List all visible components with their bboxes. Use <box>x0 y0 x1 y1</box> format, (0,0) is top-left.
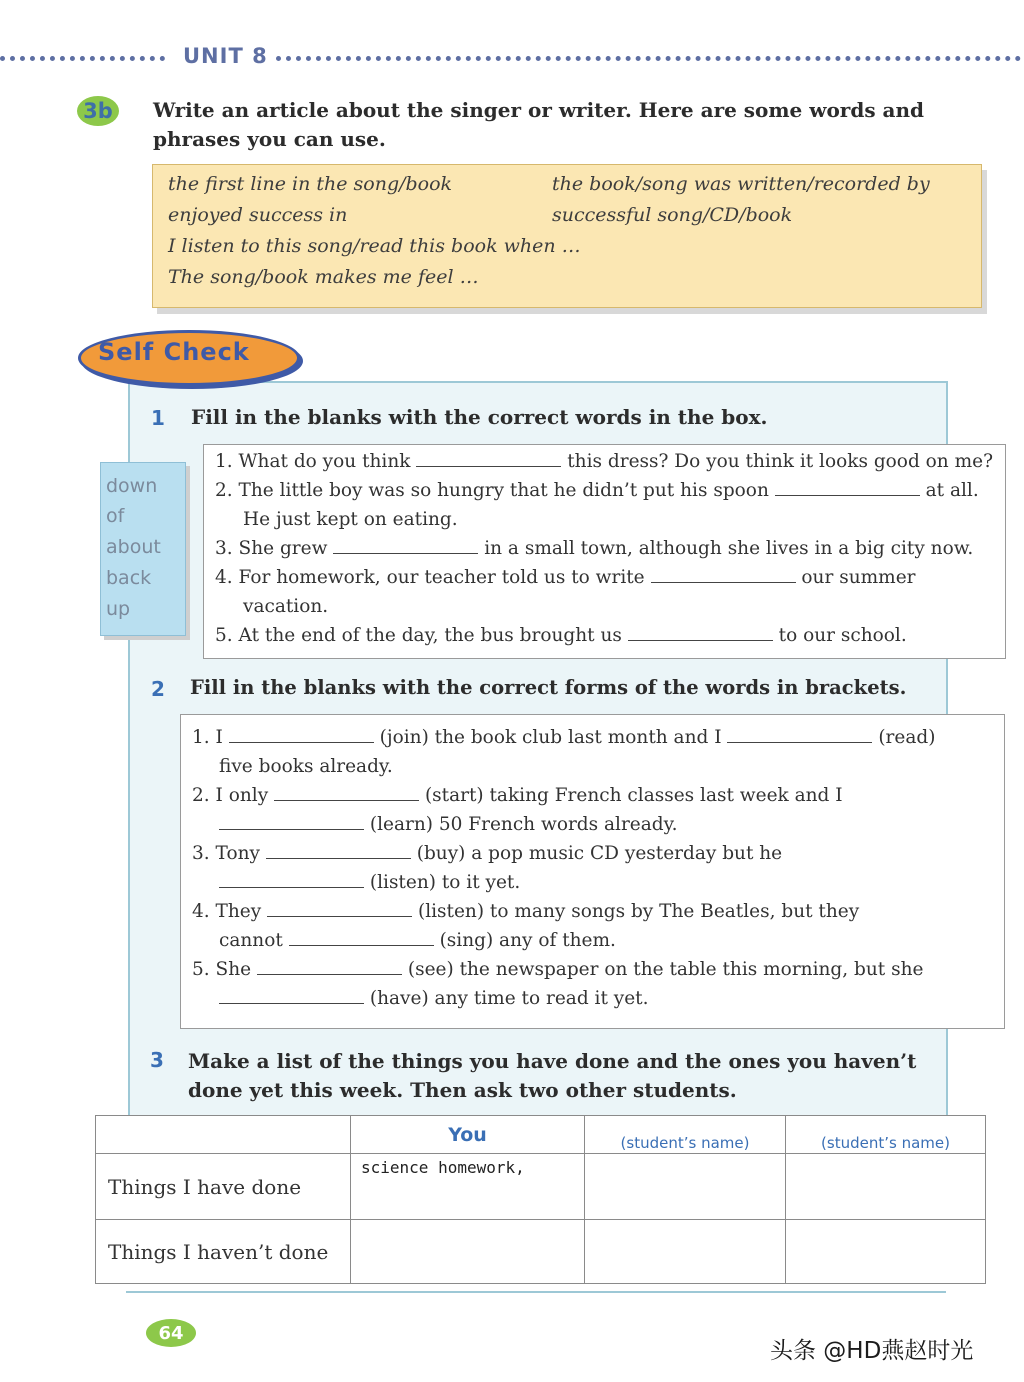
item-text: (listen) to many songs by The Beatles, but they <box>417 901 860 922</box>
item-text: our summer <box>801 567 916 588</box>
answer-blank[interactable] <box>775 494 920 496</box>
table-row <box>96 1154 986 1220</box>
student-name-label: (student’s name) <box>821 1134 950 1152</box>
item-number: 3. <box>215 538 233 559</box>
table-cell[interactable] <box>786 1154 986 1220</box>
exercise-1-item-3 <box>215 538 973 559</box>
item-text: He just kept on eating. <box>243 509 458 530</box>
exercise-2-item-5 <box>192 959 923 980</box>
item-text: (see) the newspaper on the table this morning, but she <box>407 959 924 980</box>
unit-heading: UNIT 8 <box>183 44 268 68</box>
phrase: I listen to this song/read this book when … <box>168 235 581 257</box>
item-text: I only <box>215 785 269 806</box>
item-text: at all. <box>925 480 979 501</box>
section-3-title <box>188 1047 916 1105</box>
answer-blank[interactable] <box>274 799 419 801</box>
phrase: the first line in the song/book <box>168 173 453 195</box>
item-text: The little boy was so hungry that he didn’t put his spoon <box>238 480 769 501</box>
answer-blank[interactable] <box>229 741 374 743</box>
item-text: in a small town, although she lives in a big city now. <box>484 538 974 559</box>
exercise-2-item-3-cont <box>219 872 520 893</box>
row-label-done: Things I have done <box>96 1154 351 1220</box>
answer-blank[interactable] <box>257 973 402 975</box>
exercise-1-item-1 <box>215 451 993 472</box>
item-text: She grew <box>238 538 328 559</box>
item-number: 4. <box>215 567 233 588</box>
item-text: (start) taking French classes last week and I <box>424 785 843 806</box>
student-name-label: (student’s name) <box>620 1134 750 1152</box>
table-row <box>96 1220 986 1284</box>
exercise-2-item-5-cont <box>219 988 649 1009</box>
item-text: (buy) a pop music CD yesterday but he <box>416 843 783 864</box>
task-3b-badge: 3b <box>77 96 119 126</box>
section-1-title: Fill in the blanks with the correct words in the box. <box>191 405 768 429</box>
table-cell[interactable] <box>585 1154 786 1220</box>
item-text: (join) the book club last month and I <box>379 727 722 748</box>
item-text: For homework, our teacher told us to write <box>238 567 645 588</box>
item-text: this dress? Do you think it looks good on me? <box>567 451 994 472</box>
phrase: the book/song was written/recorded by <box>552 173 930 195</box>
section-2-number: 2 <box>151 677 165 701</box>
col-you-label: You <box>448 1124 487 1146</box>
item-text: cannot <box>219 930 283 951</box>
item-text: vacation. <box>243 596 329 617</box>
handwritten-entry: science homework, <box>361 1158 525 1177</box>
item-number: 2. <box>215 480 233 501</box>
answer-blank[interactable] <box>266 857 411 859</box>
item-text: They <box>215 901 262 922</box>
answer-blank[interactable] <box>267 915 412 917</box>
table-cell-you-done[interactable] <box>351 1154 585 1220</box>
done-list-table <box>95 1115 986 1284</box>
item-text: She <box>215 959 252 980</box>
word-box-item: about <box>106 536 161 558</box>
item-text: Tony <box>215 843 260 864</box>
word-box-item: of <box>106 505 125 527</box>
exercise-2-item-3 <box>192 843 782 864</box>
self-check-title: Self Check <box>98 338 250 366</box>
table-col-student-2[interactable] <box>786 1116 986 1154</box>
word-box-item: up <box>106 598 131 620</box>
phrase: enjoyed success in <box>168 204 348 226</box>
phrase: The song/book makes me feel … <box>168 266 479 288</box>
item-number: 4. <box>192 901 210 922</box>
header-dots-left <box>0 56 165 61</box>
item-text: (read) <box>878 727 936 748</box>
task-3b-instruction-line2: phrases you can use. <box>153 127 386 151</box>
watermark-text: 头条 @HD燕赵时光 <box>770 1338 974 1364</box>
exercise-2-item-2 <box>192 785 843 806</box>
item-number: 3. <box>192 843 210 864</box>
word-box-item: down <box>106 475 158 497</box>
item-text: five books already. <box>219 756 393 777</box>
answer-blank[interactable] <box>333 552 478 554</box>
item-text: (have) any time to read it yet. <box>369 988 649 1009</box>
exercise-2-item-4-cont <box>219 930 616 951</box>
answer-blank[interactable] <box>416 465 561 467</box>
table-col-you <box>351 1116 585 1154</box>
task-3b-instruction-line1: Write an article about the singer or writer. Here are some words and <box>153 98 925 122</box>
answer-blank[interactable] <box>651 581 796 583</box>
exercise-2-item-4 <box>192 901 859 922</box>
table-cell[interactable] <box>351 1220 585 1284</box>
exercise-1-item-2 <box>215 480 979 501</box>
section-3-number: 3 <box>150 1048 164 1072</box>
table-col-student-1[interactable] <box>585 1116 786 1154</box>
answer-blank[interactable] <box>727 741 872 743</box>
exercise-2-item-1 <box>192 727 935 748</box>
task-3b-instruction <box>153 96 973 154</box>
table-header-row <box>96 1116 986 1154</box>
item-number: 5. <box>215 625 233 646</box>
section-1-number: 1 <box>151 406 165 430</box>
table-cell[interactable] <box>786 1220 986 1284</box>
exercise-1-item-5 <box>215 625 907 646</box>
row-label-not-done: Things I haven’t done <box>96 1220 351 1284</box>
item-text: (sing) any of them. <box>439 930 616 951</box>
table-corner-cell <box>96 1116 351 1154</box>
item-text: What do you think <box>238 451 411 472</box>
answer-blank[interactable] <box>219 1002 364 1004</box>
word-box-item: back <box>106 567 152 589</box>
item-text: I <box>215 727 223 748</box>
item-number: 1. <box>192 727 210 748</box>
item-number: 5. <box>192 959 210 980</box>
answer-blank[interactable] <box>219 886 364 888</box>
section-3-title-line1: Make a list of the things you have done and the ones you haven’t <box>188 1049 917 1073</box>
panel-bottom-rule <box>126 1291 946 1293</box>
item-text: (learn) 50 French words already. <box>369 814 678 835</box>
section-3-title-line2: done yet this week. Then ask two other students. <box>188 1078 737 1102</box>
answer-blank[interactable] <box>289 944 434 946</box>
page-number: 64 <box>146 1319 196 1347</box>
item-text: (listen) to it yet. <box>369 872 521 893</box>
item-text: At the end of the day, the bus brought us <box>238 625 622 646</box>
table-cell[interactable] <box>585 1220 786 1284</box>
item-number: 2. <box>192 785 210 806</box>
phrase: successful song/CD/book <box>552 204 793 226</box>
item-text: to our school. <box>778 625 907 646</box>
exercise-2-item-2-cont <box>219 814 678 835</box>
answer-blank[interactable] <box>628 639 773 641</box>
item-number: 1. <box>215 451 233 472</box>
section-2-title: Fill in the blanks with the correct forms of the words in brackets. <box>190 676 907 699</box>
header-dots-right <box>276 56 1021 61</box>
answer-blank[interactable] <box>219 828 364 830</box>
exercise-1-item-4 <box>215 567 915 588</box>
